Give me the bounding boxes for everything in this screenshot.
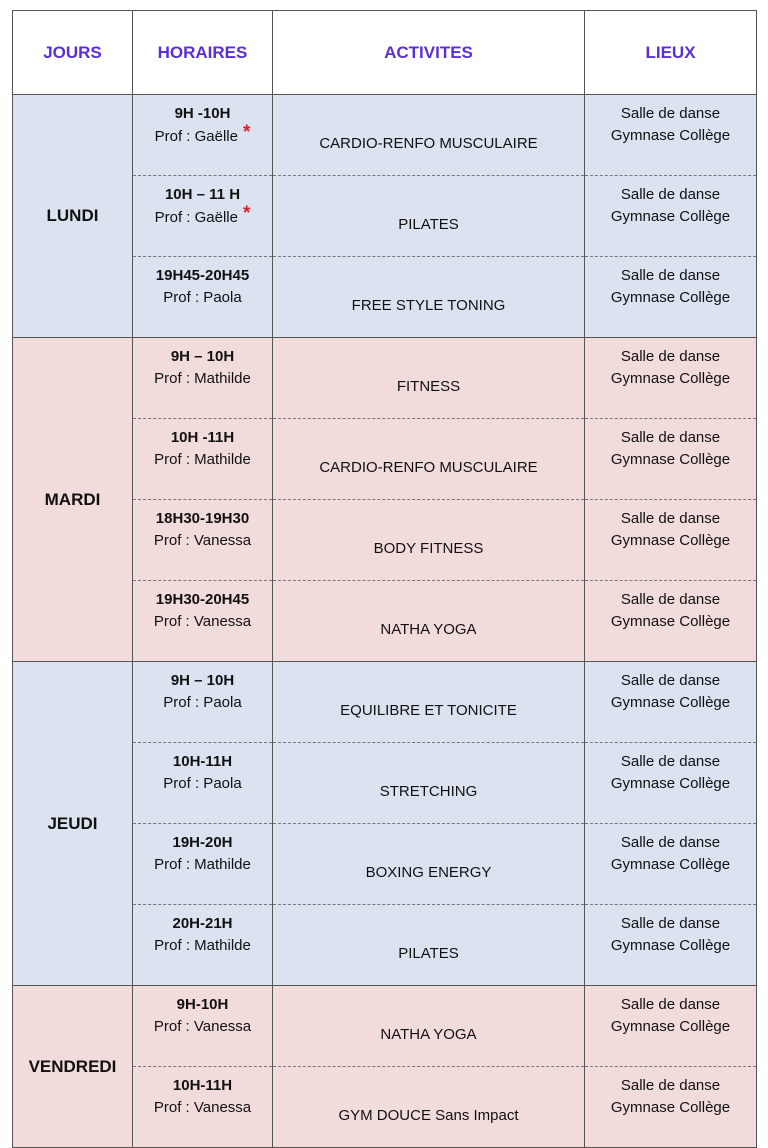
place-cell bbox=[585, 1067, 757, 1148]
session-prof bbox=[133, 611, 272, 633]
time-cell bbox=[133, 986, 273, 1067]
table-row bbox=[13, 986, 757, 1067]
place-building: Gymnase Collège bbox=[610, 370, 731, 387]
day-cell: VENDREDI bbox=[13, 986, 133, 1148]
place-room: Salle de danse bbox=[620, 915, 721, 932]
place-cell bbox=[585, 581, 757, 662]
session-time: 9H-10H bbox=[176, 996, 229, 1013]
prof-name: Prof : Mathilde bbox=[154, 370, 251, 387]
header-activity: ACTIVITES bbox=[273, 11, 585, 95]
activity-name: PILATES bbox=[398, 944, 459, 962]
prof-name: Prof : Vanessa bbox=[153, 613, 252, 630]
place-room: Salle de danse bbox=[620, 672, 721, 689]
time-cell bbox=[133, 95, 273, 176]
activity-cell bbox=[273, 176, 585, 257]
place-room: Salle de danse bbox=[620, 186, 721, 203]
session-time: 9H -10H bbox=[174, 105, 231, 122]
place-cell bbox=[585, 743, 757, 824]
activity-name: EQUILIBRE ET TONICITE bbox=[340, 701, 517, 719]
schedule-body bbox=[13, 95, 757, 1148]
activity-name: PILATES bbox=[398, 215, 459, 233]
time-cell bbox=[133, 257, 273, 338]
place-cell bbox=[585, 176, 757, 257]
place-room: Salle de danse bbox=[620, 429, 721, 446]
place-cell bbox=[585, 338, 757, 419]
place-building: Gymnase Collège bbox=[610, 451, 731, 468]
time-cell bbox=[133, 824, 273, 905]
asterisk-icon: * bbox=[242, 122, 251, 143]
prof-name: Prof : Mathilde bbox=[154, 937, 251, 954]
activity-cell bbox=[273, 824, 585, 905]
day-cell: JEUDI bbox=[13, 662, 133, 986]
prof-name: Prof : Mathilde bbox=[154, 856, 251, 873]
session-time: 19H-20H bbox=[172, 834, 233, 851]
place-room: Salle de danse bbox=[620, 105, 721, 122]
header-row bbox=[13, 11, 757, 95]
prof-name: Prof : Gaëlle bbox=[154, 128, 238, 145]
activity-name: GYM DOUCE Sans Impact bbox=[338, 1106, 519, 1124]
header-day: JOURS bbox=[13, 11, 133, 95]
activity-cell bbox=[273, 986, 585, 1067]
session-time: 9H – 10H bbox=[170, 672, 235, 689]
time-cell bbox=[133, 743, 273, 824]
session-prof bbox=[133, 1016, 272, 1038]
place-building: Gymnase Collège bbox=[610, 1099, 731, 1116]
prof-name: Prof : Vanessa bbox=[153, 1018, 252, 1035]
place-building: Gymnase Collège bbox=[610, 937, 731, 954]
place-building: Gymnase Collège bbox=[610, 694, 731, 711]
session-time: 19H30-20H45 bbox=[155, 591, 250, 608]
place-building: Gymnase Collège bbox=[610, 775, 731, 792]
prof-name: Prof : Paola bbox=[163, 694, 242, 711]
header-place: LIEUX bbox=[585, 11, 757, 95]
prof-name: Prof : Mathilde bbox=[154, 451, 251, 468]
activity-cell bbox=[273, 662, 585, 743]
place-room: Salle de danse bbox=[620, 753, 721, 770]
place-cell bbox=[585, 662, 757, 743]
activity-name: FITNESS bbox=[396, 377, 461, 395]
session-prof bbox=[133, 203, 272, 229]
session-time: 10H-11H bbox=[172, 753, 233, 770]
place-cell bbox=[585, 419, 757, 500]
table-row bbox=[13, 662, 757, 743]
time-cell bbox=[133, 500, 273, 581]
activity-name: CARDIO-RENFO MUSCULAIRE bbox=[319, 458, 538, 476]
place-cell bbox=[585, 500, 757, 581]
schedule-table bbox=[12, 10, 757, 1148]
activity-cell bbox=[273, 419, 585, 500]
time-cell bbox=[133, 176, 273, 257]
session-time: 10H – 11 H bbox=[164, 186, 241, 203]
prof-name: Prof : Gaëlle bbox=[154, 209, 238, 226]
place-building: Gymnase Collège bbox=[610, 208, 731, 225]
table-row bbox=[13, 95, 757, 176]
place-room: Salle de danse bbox=[620, 834, 721, 851]
place-building: Gymnase Collège bbox=[610, 532, 731, 549]
session-time: 19H45-20H45 bbox=[155, 267, 250, 284]
place-cell bbox=[585, 257, 757, 338]
time-cell bbox=[133, 581, 273, 662]
activity-name: BOXING ENERGY bbox=[365, 863, 492, 881]
place-cell bbox=[585, 986, 757, 1067]
place-room: Salle de danse bbox=[620, 591, 721, 608]
session-prof bbox=[133, 935, 272, 957]
activity-cell bbox=[273, 743, 585, 824]
activity-cell bbox=[273, 257, 585, 338]
place-room: Salle de danse bbox=[620, 510, 721, 527]
place-cell bbox=[585, 905, 757, 986]
time-cell bbox=[133, 662, 273, 743]
session-time: 10H -11H bbox=[170, 429, 235, 446]
prof-name: Prof : Paola bbox=[163, 289, 242, 306]
time-cell bbox=[133, 419, 273, 500]
session-prof bbox=[133, 449, 272, 471]
place-room: Salle de danse bbox=[620, 267, 721, 284]
session-prof bbox=[133, 368, 272, 390]
session-prof bbox=[133, 773, 272, 795]
session-time: 9H – 10H bbox=[170, 348, 235, 365]
prof-name: Prof : Paola bbox=[163, 775, 242, 792]
place-room: Salle de danse bbox=[620, 996, 721, 1013]
asterisk-icon: * bbox=[242, 203, 251, 224]
table-row bbox=[13, 338, 757, 419]
prof-name: Prof : Vanessa bbox=[153, 1099, 252, 1116]
session-prof bbox=[133, 1097, 272, 1119]
prof-name: Prof : Vanessa bbox=[153, 532, 252, 549]
activity-cell bbox=[273, 95, 585, 176]
place-building: Gymnase Collège bbox=[610, 613, 731, 630]
activity-cell bbox=[273, 905, 585, 986]
place-building: Gymnase Collège bbox=[610, 127, 731, 144]
activity-name: FREE STYLE TONING bbox=[351, 296, 506, 314]
activity-name: STRETCHING bbox=[379, 782, 478, 800]
activity-cell bbox=[273, 338, 585, 419]
session-prof bbox=[133, 530, 272, 552]
activity-cell bbox=[273, 500, 585, 581]
place-room: Salle de danse bbox=[620, 348, 721, 365]
session-time: 10H-11H bbox=[172, 1077, 233, 1094]
session-prof bbox=[133, 692, 272, 714]
header-time: HORAIRES bbox=[133, 11, 273, 95]
place-cell bbox=[585, 95, 757, 176]
activity-name: BODY FITNESS bbox=[373, 539, 484, 557]
day-cell: MARDI bbox=[13, 338, 133, 662]
day-cell: LUNDI bbox=[13, 95, 133, 338]
activity-name: NATHA YOGA bbox=[380, 620, 477, 638]
activity-cell bbox=[273, 581, 585, 662]
activity-name: NATHA YOGA bbox=[380, 1025, 477, 1043]
session-prof bbox=[133, 854, 272, 876]
activity-cell bbox=[273, 1067, 585, 1148]
time-cell bbox=[133, 905, 273, 986]
time-cell bbox=[133, 338, 273, 419]
session-prof bbox=[133, 287, 272, 309]
session-time: 18H30-19H30 bbox=[155, 510, 250, 527]
place-cell bbox=[585, 824, 757, 905]
session-prof bbox=[133, 122, 272, 148]
place-building: Gymnase Collège bbox=[610, 289, 731, 306]
activity-name: CARDIO-RENFO MUSCULAIRE bbox=[319, 134, 538, 152]
place-building: Gymnase Collège bbox=[610, 856, 731, 873]
time-cell bbox=[133, 1067, 273, 1148]
place-room: Salle de danse bbox=[620, 1077, 721, 1094]
place-building: Gymnase Collège bbox=[610, 1018, 731, 1035]
session-time: 20H-21H bbox=[172, 915, 233, 932]
